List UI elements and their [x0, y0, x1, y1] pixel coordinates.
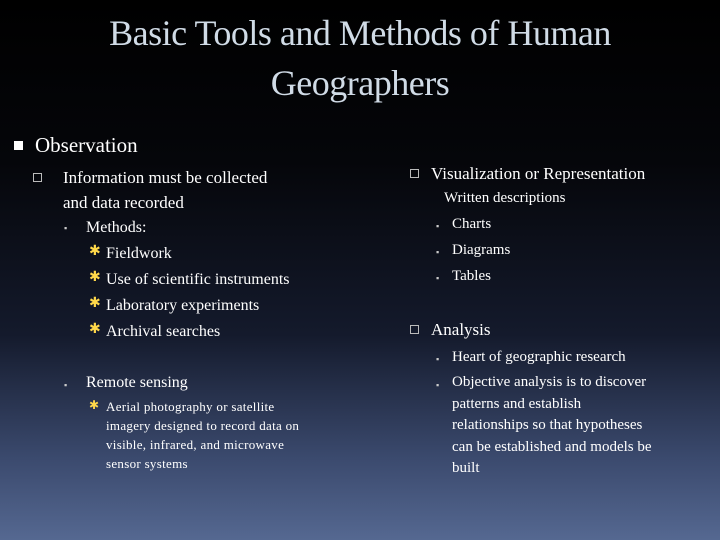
- small-bullet-icon: ▪: [436, 354, 440, 364]
- star-bullet-icon: ✱: [89, 270, 101, 285]
- star-bullet-icon: ✱: [89, 398, 100, 412]
- objective-line: patterns and establish: [452, 395, 582, 412]
- small-bullet-icon: ▪: [64, 223, 68, 233]
- methods-item: Use of scientific instruments: [106, 271, 290, 288]
- methods-item: Fieldwork: [106, 245, 172, 262]
- info-line-2: and data recorded: [63, 193, 184, 212]
- observation-heading: [14, 131, 138, 159]
- objective-line: relationships so that hypotheses: [452, 417, 643, 433]
- written-descriptions: Written descriptions: [444, 190, 566, 206]
- small-bullet-icon: ▪: [436, 247, 440, 257]
- small-bullet-icon: ▪: [436, 380, 440, 390]
- methods-item: Archival searches: [106, 323, 221, 340]
- star-bullet-icon: ✱: [89, 296, 101, 311]
- remote-desc-line: imagery designed to record data on: [106, 418, 300, 433]
- remote-desc-line: Aerial photography or satellite: [106, 399, 275, 414]
- remote-desc-line: sensor systems: [106, 456, 188, 471]
- hollow-square-bullet-icon: [410, 169, 419, 178]
- methods-label: Methods:: [86, 219, 147, 236]
- info-line-1: Information must be collected: [63, 168, 268, 187]
- title-line-2: Geographers: [270, 63, 450, 103]
- hollow-square-bullet-icon: [33, 173, 42, 182]
- viz-item: Tables: [452, 268, 491, 284]
- star-bullet-icon: ✱: [89, 322, 101, 337]
- heart-of-research: Heart of geographic research: [452, 349, 626, 365]
- info-text: [63, 165, 267, 215]
- objective-analysis: [452, 372, 652, 480]
- objective-line: can be established and models be: [452, 438, 652, 455]
- small-bullet-icon: ▪: [436, 273, 440, 283]
- star-bullet-icon: ✱: [89, 244, 101, 259]
- viz-item: Diagrams: [452, 242, 511, 258]
- remote-desc-line: visible, infrared, and microwave: [106, 437, 285, 452]
- analysis-heading: Analysis: [431, 320, 491, 339]
- visualization-heading: Visualization or Representation: [431, 164, 646, 183]
- observation-label: Observation: [35, 133, 138, 157]
- hollow-square-bullet-icon: [410, 325, 419, 334]
- small-bullet-icon: ▪: [64, 380, 68, 390]
- viz-item: Charts: [452, 216, 492, 232]
- remote-sensing-description: [106, 397, 299, 473]
- objective-line: Objective analysis is to discover: [452, 374, 647, 390]
- methods-item: Laboratory experiments: [106, 297, 260, 314]
- slide-title: [0, 8, 720, 108]
- title-line-1: Basic Tools and Methods of Human: [109, 13, 611, 53]
- square-bullet-icon: [14, 141, 23, 150]
- small-bullet-icon: ▪: [436, 221, 440, 231]
- remote-sensing-label: Remote sensing: [86, 374, 188, 391]
- objective-line: built: [452, 460, 480, 476]
